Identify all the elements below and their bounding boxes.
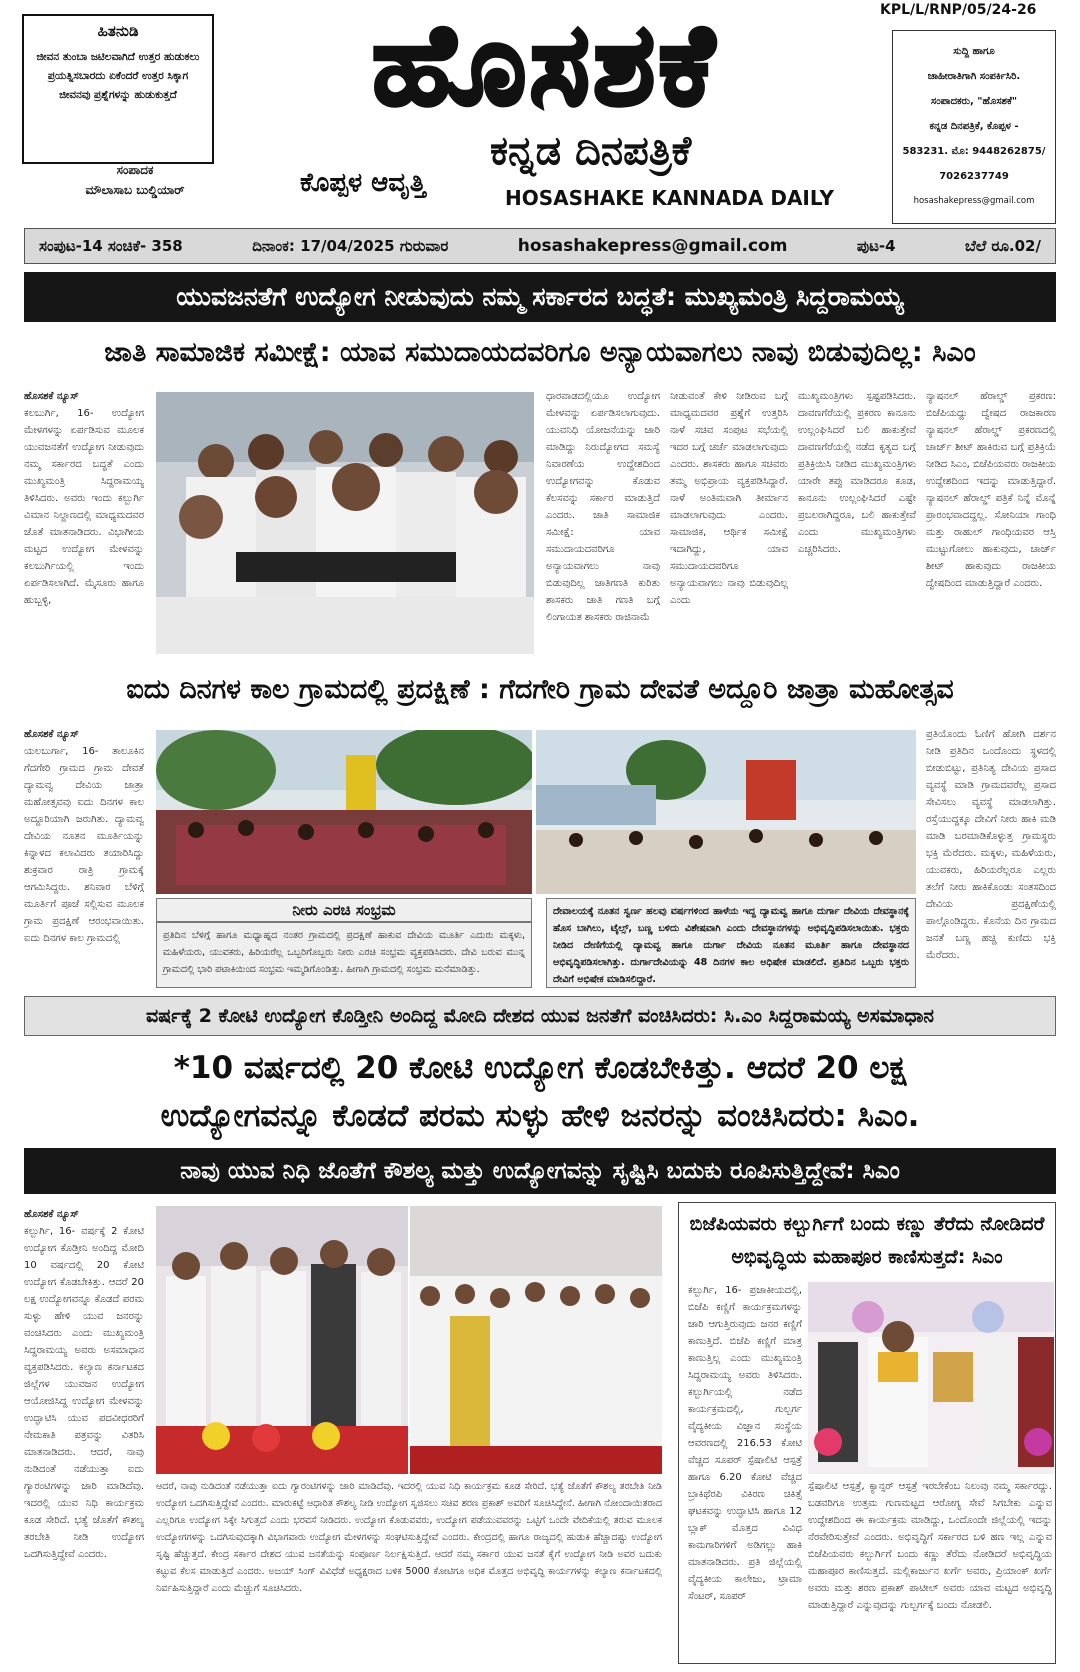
- contact-line: ಸಂಪಾದಕರು, "ಹೊಸಶಕೆ": [930, 96, 1018, 107]
- story1-col4: ಮುಖ್ಯಮಂತ್ರಿಗಳು ಸ್ಪಷ್ಟಪಡಿಸಿದರು. ದಾವಣಗೆರೆಯಲ್ಲಿ ಪ್ರಕರಣ ಕಾನೂನು ಉಲ್ಲಂಘಿಸಿದರೆ ಬಲಿ ಹಾಕುತ್ತೇವೆ ದಾವಣಗೆರೆಯಲ್ಲಿ ನಡೆದ ಕೃತ್ಯದ ಬಗ್ಗೆ ಪ್ರತಿಕ್ರಿಯಿಸಿ ನೀಡಿದ ಮುಖ್ಯಮಂತ್ರಿಗಳು ಯಾರೇ ತಪ್ಪು ಮಾಡಿದರೂ ಕೂಡ, ಕಾನೂನು ಉಲ್ಲಂಘಿಸಿದರೆ ಎಷ್ಟೇ ಪ್ರಬಲರಾಗಿದ್ದರೂ, ಬಲಿ ಹಾಕುತ್ತೇವೆ ಎಂದು ಮುಖ್ಯಮಂತ್ರಿಗಳು ಎಚ್ಚರಿಸಿದರು.: [798, 391, 916, 555]
- story3-photo-right: [410, 1206, 662, 1474]
- story1-col3: ನೀಡುವಂತೆ ಕೇಳಿ ನೀಡಿರುವ ಬಗ್ಗೆ ಮಾಧ್ಯಮದವರ ಪ್ರಶ್ನೆಗೆ ಉತ್ತರಿಸಿ ನಾಳೆ ಸಚಿವ ಸಂಪುಟ ಸಭೆಯಲ್ಲಿ ಇದರ ಬಗ್ಗೆ ಚರ್ಚೆ ಮಾಡಲಾಗುವುದು ಎಂದರು. ಶಾಸಕರು ಹಾಗೂ ಸಚಿವರು ತಮ್ಮ ಅಭಿಪ್ರಾಯ ವ್ಯಕ್ತಪಡಿಸಿದ್ದಾರೆ. ನಾಳೆ ಅಂತಿಮವಾಗಿ ತೀರ್ಮಾನ ಮಾಡಲಾಗುವುದು ಎಂದರು. ಸಾಮಾಜಿಕ, ಆರ್ಥಿಕ ಸಮೀಕ್ಷೆ ಇದಾಗಿದ್ದು, ಯಾವ ಸಮುದಾಯದವರಿಗೂ ಅನ್ಯಾಯವಾಗಲು ನಾವು ಬಿಡುವುದಿಲ್ಲ ಎಂದು: [670, 391, 788, 606]
- press-conference-image: [156, 392, 534, 654]
- audience-image: [410, 1206, 662, 1474]
- byline: ಹೊಸಶಕೆ ನ್ಯೂಸ್: [24, 1209, 79, 1220]
- byline: ಹೊಸಶಕೆ ನ್ಯೂಸ್: [24, 391, 79, 402]
- caption1-title: ನೀರು ಎರಚಿ ಸಂಭ್ರಮ: [156, 898, 532, 922]
- story4-col1: ಕಲ್ಬುರ್ಗಿ, 16- ಪ್ರಜಾಕೀಯದಲ್ಲಿ, ಬಿಜೆಪಿ ಕಣ್ಣಿಗೆ ಕಾರ್ಯಕ್ರಮಗಳನ್ನು ಜಾರಿ ಆಗುತ್ತಿರುವುದು ಜನರ ಕಣ್ಣಿಗೆ ಕಾಣುತ್ತಿದೆ. ಬಿಜೆಪಿ ಕಣ್ಣಿಗೆ ಮಾತ್ರ ಕಾಣುತ್ತಿಲ್ಲ ಎಂದು ಮುಖ್ಯಮಂತ್ರಿ ಸಿದ್ದರಾಮಯ್ಯ ಅವರು ತಿಳಿಸಿದರು. ಕಲ್ಬುರ್ಗಿಯಲ್ಲಿ ನಡೆದ ಕಾರ್ಯಕ್ರಮದಲ್ಲಿ, ಗುಲ್ಬರ್ಗ ವೈದ್ಯಕೀಯ ವಿಜ್ಞಾನ ಸಂಸ್ಥೆಯ ಆವರಣದಲ್ಲಿ 216.53 ಕೋಟಿ ವೆಚ್ಚದ ಸೂಪರ್ ಸ್ಪೆಷಾಲಿಟಿ ಆಸ್ಪತ್ರೆ ಹಾಗೂ 6.20 ಕೋಟಿ ವೆಚ್ಚದ ಬ್ರಾಕಿಥೆರಪಿ ವಿಕಿರಣ ಚಿಕಿತ್ಸೆ ಘಟಕವನ್ನು ಉದ್ಘಾಟಿಸಿ ಹಾಗೂ 12 ಬ್ಲಾಕ್ ಮೊತ್ತದ ವಿವಿಧ ಕಾಮಗಾರಿಗಳಿಗೆ ಅಡಿಗಲ್ಲು ಹಾಕಿ ಮಾತನಾಡಿದರು. ಪ್ರತಿ ಜಿಲ್ಲೆಯಲ್ಲಿ ವೈದ್ಯಕೀಯ ಕಾಲೇಜು, ಟ್ರಾಮಾ ಸೆಂಟರ್, ಸೂಪರ್: [688, 1285, 802, 1602]
- thought-text: ಜೀವನ ತುಂಬಾ ಜಟಿಲವಾಗಿದೆ ಉತ್ತರ ಹುಡುಕಲು ಪ್ರಯತ್ನಿಸಬಾರದು ಏಕೆಂದರೆ ಉತ್ತರ ಸಿಕ್ಕಾಗ ಜೀವನವು ಪ್ರಶ್ನೆಗಳನ್ನು ಹುಡುಕುತ್ತದೆ: [36, 51, 200, 101]
- story2-col1: ಹೊಸಶಕೆ ನ್ಯೂಸ್ ಯಲಬುರ್ಗಾ, 16- ತಾಲೂಕಿನ ಗೆದಗೇರಿ ಗ್ರಾಮದ ಗ್ರಾಮ ದೇವತೆ ದ್ಯಾಮವ್ವ ದೇವಿಯ ಜಾತ್ರಾ ಮಹೋತ್ಸವವು ಐದು ದಿನಗಳ ಕಾಲ ಅದ್ದೂರಿಯಾಗಿ ಜರುಗಿತು. ದ್ಯಾಮವ್ವ ದೇವಿಯ ನೂತನ ಮೂರ್ತಿಯನ್ನು ಕಿನ್ನಾಳದ ಕಲಾವಿದರು ತಯಾರಿಸಿದ್ದು ಶುಕ್ರವಾರ ರಾತ್ರಿ ಗ್ರಾಮಕ್ಕೆ ಆಗಮಿಸಿದ್ದರು. ಶನಿವಾರ ಬೆಳಿಗ್ಗೆ ಮೂರ್ತಿಗೆ ಪೂಜೆ ಸಲ್ಲಿಸುವ ಮೂಲಕ ಗ್ರಾಮ ಪ್ರದಕ್ಷಿಣೆ ಆರಂಭವಾಯಿತು. ಐದು ದಿನಗಳ ಕಾಲ ಗ್ರಾಮದಲ್ಲಿ: [24, 726, 144, 986]
- registration-number: KPL/L/RNP/05/24-26: [880, 2, 1037, 18]
- story3-bottom-text: ಆದರೆ, ನಾವು ನುಡಿದಂತೆ ನಡೆಯುತ್ತಾ ಐದು ಗ್ಯಾರಂಟಿಗಳನ್ನು ಜಾರಿ ಮಾಡಿದೆವು. ಇದರಲ್ಲಿ ಯುವ ನಿಧಿ ಕಾರ್ಯಕ್ರಮ ಕೂಡ ಸೇರಿದೆ. ಭತ್ಯೆ ಜೊತೆಗೆ ಕೌಶಲ್ಯ ತರಬೇತಿ ನೀಡಿ ಉದ್ಯೋಗ ಒದಗಿಸುತ್ತಿದ್ದೇವೆ ಎಂದರು. ಮಾರುಕಟ್ಟೆ ಆಧಾರಿತ ಕೌಶಲ್ಯ ನೀಡಿ ಉದ್ಯೋಗ ಸೃಜಿಸಲು ಸಚಿವ ಶರಣ ಪ್ರಕಾಶ್ ಅವರಿಗೆ ಸೂಚಿಸಿದ್ದೇನೆ. ಹೀಗಾಗಿ ನೋಂದಾಯಿತರಾದ ಎಲ್ಲರಿಗೂ ಉದ್ಯೋಗ ಸಿಕ್ಕೇ ಸಿಗುತ್ತದೆ ಎಂದು ಭರವಸೆ ನೀಡಿದರು. ಉದ್ಯೋಗ ಕೊಡುವವರು, ಉದ್ಯೋಗ ಪಡೆಯುವವರನ್ನು ಒಟ್ಟಿಗೆ ಒಂದೇ ವೇದಿಕೆಯಲ್ಲಿ ತರುವ ಮೂಲಕ ಉದ್ಯೋಗಗಳನ್ನು ಒದಗಿಸುವುದಕ್ಕಾಗಿ ವಿಭಾಗವಾರು ಉದ್ಯೋಗ ಮೇಳಗಳನ್ನು ಸಂಘಟಿಸುತ್ತಿದ್ದೇವೆ ಎಂದರು. ಕೇಂದ್ರದಲ್ಲಿ ಹಾಗೂ ರಾಜ್ಯದಲ್ಲಿ ಹುಡುಕಿ ಹೆಚ್ಚಾದಷ್ಟು ಉದ್ಯೋಗ ಸೃಷ್ಟಿ ಹೆಚ್ಚುತ್ತದೆ. ಕೇಂದ್ರ ಸರ್ಕಾರ ದೇಶದ ಯುವ ಜನತೆಯನ್ನು ಸಂಪೂರ್ಣ ನಿರ್ಲಕ್ಷಿಸುತ್ತಿದೆ. ಆದರೆ ನಮ್ಮ ಸರ್ಕಾರ ಯುವ ಜನತೆ ಕೈಗೆ ಉದ್ಯೋಗ ನೀಡಿ ಅವರ ಬದುಕು ಕಟ್ಟುವ ಕೆಲಸ ಮಾಡುತ್ತಿದೆ ಎಂದರು. ಅಜಯ್ ಸಿಂಗ್ ವಿವಿಧೆಡೆ ಅಧ್ಯಕ್ಷರಾದ ಬಳಿಕ 5000 ಕೋಟಿಗೂ ಅಧಿಕ ಮೊತ್ತದ ಅಭಿವೃದ್ಧಿ ಕಾರ್ಯಗಳನ್ನು ಕಲ್ಯಾಣ ಕರ್ನಾಟಕದಲ್ಲಿ ನಿರ್ವಹಿಸುತ್ತಿದ್ದಾರೆ ಎಂದು ಮೆಚ್ಚುಗೆ ಸೂಚಿಸಿದರು.: [156, 1481, 662, 1594]
- caption1-body: ಪ್ರತಿದಿನ ಬೆಳಿಗ್ಗೆ ಹಾಗೂ ಮಧ್ಯಾಹ್ನದ ನಂತರ ಗ್ರಾಮದಲ್ಲಿ ಪ್ರದಕ್ಷಿಣೆ ಹಾಕುವ ದೇವಿಯ ಮೂರ್ತಿ ಎದುರು ಮಕ್ಕಳು, ಮಹಿಳೆಯರು, ಯುವಕರು, ಹಿರಿಯರೆಲ್ಲ ಒಬ್ಬರಿಗೊಬ್ಬರು ನೀರು ಎರಚಿ ಸಂಭ್ರಮ ವ್ಯಕ್ತಪಡಿಸಿದರು. ದೇವಿ ಬರುವ ಮುನ್ನ ಗ್ರಾಮದಲ್ಲಿ ಭಾರಿ ಪಟಾಕಿಯಿಂದ ಸಂಭ್ರಮ ಇಮ್ಮಡಿಗೊಂಡಿತ್ತು. ಹೀಗಾಗಿ ಗ್ರಾಮದಲ್ಲಿ ಸಂಭ್ರಮ ಮನೆಮಾಡಿತ್ತು.: [156, 922, 532, 988]
- subtitle-english: HOSASHAKE KANNADA DAILY: [505, 186, 834, 210]
- story1-col2: ಧಾರವಾಡದಲ್ಲಿಯೂ ಉದ್ಯೋಗ ಮೇಳವನ್ನು ಏರ್ಪಡಿಸಲಾಗುವುದು. ಯುವನಿಧಿ ಯೋಜನೆಯನ್ನು ಜಾರಿ ಮಾಡಿದ್ದು ನಿರುದ್ಯೋಗದ ಸಮಸ್ಯೆ ನಿವಾರಣೆಯ ಉದ್ದೇಶದಿಂದ ಉದ್ಯೋಗವನ್ನು ಕೊಡುವ ಕೆಲಸವನ್ನು ಸರ್ಕಾರ ಮಾಡುತ್ತಿದೆ ಎಂದರು. ಜಾತಿ ಸಾಮಾಜಿಕ ಸಮೀಕ್ಷೆ: ಯಾವ ಸಮುದಾಯದವರಿಗೂ ಅನ್ಯಾಯವಾಗಲು ನಾವು ಬಿಡುವುದಿಲ್ಲ ಜಾತಿಗಣತಿ ಕುರಿತು ಶಾಸಕರು ಜಾತಿ ಗಣತಿ ಬಗ್ಗೆ ಲಿಂಗಾಯತ ಶಾಸಕರು ರಾಜಿನಾಮೆ: [546, 391, 660, 623]
- story1-col5: ನ್ಯಾಷನಲ್ ಹೆರಾಲ್ಡ್ ಪ್ರಕರಣ: ಬಿಜೆಪಿಯದ್ದು ದ್ವೇಷದ ರಾಜಕಾರಣ ನ್ಯಾಷನಲ್ ಹೆರಾಲ್ಡ್ ಪ್ರಕರಣದಲ್ಲಿ ಚಾರ್ಜ್ ಶೀಟ್ ಹಾಕಿರುವ ಬಗ್ಗೆ ಪ್ರತಿಕ್ರಿಯೆ ನೀಡಿದ ಸಿಎಂ, ಬಿಜೆಪಿಯವರು ರಾಜಕೀಯ ಉದ್ದೇಶದಿಂದ ಇದನ್ನು ಮಾಡುತ್ತಿದ್ದಾರೆ. ನ್ಯಾಷನಲ್ ಹೆರಾಲ್ಡ್ ಪತ್ರಿಕೆ ನಿನ್ನೆ ಮೊನ್ನೆ ಪ್ರಾರಂಭವಾದದ್ದಲ್ಲ. ಸೋನಿಯಾ ಗಾಂಧಿ ಮತ್ತು ರಾಹುಲ್ ಗಾಂಧಿಯವರ ಆಸ್ತಿ ಮುಟ್ಟುಗೋಲು ಹಾಕುವುದು, ಚಾರ್ಜ್ ಶೀಟ್ ಹಾಕುವುದು ರಾಜಕೀಯ ದ್ವೇಷದಿಂದ ಮಾಡುತ್ತಿದ್ದಾರೆ ಎಂದರು.: [926, 391, 1056, 589]
- thought-title: ಹಿತನುಡಿ: [97, 22, 139, 40]
- story2-headline: ಐದು ದಿನಗಳ ಕಾಲ ಗ್ರಾಮದಲ್ಲಿ ಪ್ರದಕ್ಷಿಣೆ : ಗೆದಗೇರಿ ಗ್ರಾಮ ದೇವತೆ ಅದ್ದೂರಿ ಜಾತ್ರಾ ಮಹೋತ್ಸವ: [126, 674, 954, 705]
- story1-col1: ಹೊಸಶಕೆ ನ್ಯೂಸ್ ಕಲಬುರ್ಗಿ, 16- ಉದ್ಯೋಗ ಮೇಳಗಳನ್ನು ಏರ್ಪಡಿಸುವ ಮೂಲಕ ಯುವಜನತೆಗೆ ಉದ್ಯೋಗ ನೀಡುವುದು ನಮ್ಮ ಸರ್ಕಾರದ ಬದ್ಧತೆ ಎಂದು ಮುಖ್ಯಮಂತ್ರಿ ಸಿದ್ದರಾಮಯ್ಯ ತಿಳಿಸಿದರು. ಅವರು ಇಂದು ಕಲ್ಬುರ್ಗಿ ವಿಮಾನ ನಿಲ್ದಾಣದಲ್ಲಿ ಮಾಧ್ಯಮದವರ ಜೊತೆ ಮಾತನಾಡಿದರು. ವಿಭಾಗೀಯ ಮಟ್ಟದ ಉದ್ಯೋಗ ಮೇಳವನ್ನು ಕಲಬುರ್ಗಿಯಲ್ಲಿ ಇಂದು ಏರ್ಪಡಿಸಲಾಗಿದೆ. ಮೈಸೂರು ಹಾಗೂ ಹುಬ್ಬಳ್ಳಿ,: [24, 388, 144, 654]
- story2-photo-left: [156, 730, 532, 894]
- editor-label: ಸಂಪಾದಕ: [116, 163, 154, 177]
- edition-name: ಕೊಪ್ಪಳ ಆವೃತ್ತಿ: [300, 168, 426, 198]
- story2-col-right: ಪ್ರತಿಯೊಂದು ಓಣಿಗೆ ಹೋಗಿ ದರ್ಶನ ನೀಡಿ ಪ್ರತಿದಿನ ಒಂದೊಂದು ಸ್ಥಳದಲ್ಲಿ ಬೀಡುಬಿಟ್ಟು, ಪ್ರತಿನಿತ್ಯ ದೇವಿಯ ಪ್ರಸಾದ ವ್ಯವಸ್ಥೆ ಮಾಡಿ ಗ್ರಾಮದವರೆಲ್ಲ ಪ್ರಸಾದ ಸೇವಿಸಲು ವ್ಯವಸ್ಥೆ ಮಾಡಲಾಗಿತ್ತು. ರಸ್ತೆಯುದ್ದಕ್ಕೂ ದೇವಿಗೆ ನೀರು ಹಾಕಿ ಮಡಿ ಮಾಡಿ ಬರಮಾಡಿಕೊಳ್ಳುತ್ತ ಗ್ರಾಮಸ್ಥರು ಭಕ್ತಿ ಮೆರೆದರು. ಮಕ್ಕಳು, ಮಹಿಳೆಯರು, ಯುವಕರು, ಹಿರಿಯರೆಲ್ಲರೂ ಎಲ್ಲರು ತಲೆಗೆ ನೀರು ಹಾಕಿಕೊಂಡು ಸಂತಸದಿಂದ ದೇವಿಯ ಪ್ರದಕ್ಷಿಣೆಯಲ್ಲಿ ಪಾಲ್ಗೊಂಡಿದ್ದರು. ಕೊನೆಯ ದಿನ ಗ್ರಾಮದ ಜನತೆ ಬಣ್ಣ ಹಚ್ಚಿ ಕುಣಿದು ಭಕ್ತಿ ಮೆರೆದರು.: [926, 729, 1056, 961]
- village-crowd-image: [156, 730, 532, 894]
- contact-line: ಸುದ್ದಿ ಹಾಗೂ: [953, 46, 995, 57]
- felicitation-image: [808, 1282, 1054, 1474]
- thought-box: [22, 14, 214, 164]
- story3-photo-left: [156, 1206, 408, 1474]
- price: ಬೆಲೆ ರೂ.02/: [965, 237, 1041, 255]
- caption2-body: ದೇವಾಲಯಕ್ಕೆ ನೂತನ ಸ್ವರ್ಣ ಹಲವು ವರ್ಷಗಳಿಂದ ಹಾಳೆಯ ಇದ್ದ ದ್ಯಾಮವ್ವ ಹಾಗೂ ದುರ್ಗಾ ದೇವಿಯ ದೇವಸ್ಥಾನಕ್ಕೆ ಹೊಸ ಬಾಗಿಲು, ಟೈಲ್ಸ್, ಬಣ್ಣ ಬಳಿದು ವಿಶೇಷವಾಗಿ ಎಂದು ದೇವಸ್ಥಾನಗಳನ್ನು ಅಭಿವೃದ್ಧಿಪಡಿಸಲಾಯಿತು. ಭಕ್ತರು ನೀಡಿದ ದೇಣಿಗೆಯಲ್ಲಿ ದ್ಯಾಮವ್ವ ಹಾಗೂ ದುರ್ಗಾ ದೇವಿಯ ನೂತನ ಮೂರ್ತಿ ಹಾಗೂ ದೇವಸ್ಥಾನದ ಅಭಿವೃದ್ಧಿಪಡಿಸಲಾಗಿತ್ತು. ದುರ್ಗಾದೇವಿಯನ್ನು 48 ದಿನಗಳ ಕಾಲ ಅಧಿಷೇಕ ಮಾಡಲಿದೆ. ಪ್ರತಿದಿನ ಒಬ್ಬರು ಭಕ್ತರು ದೇವಿಗೆ ಅಭಿಷೇಕ ಮಾಡಿಸಲಿದ್ದಾರೆ.: [546, 898, 916, 988]
- story3-headline-line1: *10 ವರ್ಷದಲ್ಲಿ 20 ಕೋಟಿ ಉದ್ಯೋಗ ಕೊಡಬೇಕಿತ್ತು. ಆದರೆ 20 ಲಕ್ಷ: [173, 1049, 907, 1086]
- contact-line: ಜಾಹೀರಾತಿಗಾಗಿ ಸಂಪರ್ಕಿಸಿರಿ.: [927, 71, 1021, 82]
- story1-subheadline: ಜಾತಿ ಸಾಮಾಜಿಕ ಸಮೀಕ್ಷೆ: ಯಾವ ಸಮುದಾಯದವರಿಗೂ ಅನ್ಯಾಯವಾಗಲು ನಾವು ಬಿಡುವುದಿಲ್ಲ: ಸಿಎಂ: [104, 337, 976, 368]
- story1-photo: [156, 392, 534, 654]
- info-email[interactable]: hosashakepress@gmail.com: [517, 236, 788, 256]
- issue-date: ದಿನಾಂಕ: 17/04/2025 ಗುರುವಾರ: [252, 237, 449, 255]
- contact-line: 583231. ಮೊ: 9448262875/: [902, 146, 1046, 157]
- story1-headline: ಯುವಜನತೆಗೆ ಉದ್ಯೋಗ ನೀಡುವುದು ನಮ್ಮ ಸರ್ಕಾರದ ಬದ್ಧತೆ: ಮುಖ್ಯಮಂತ್ರಿ ಸಿದ್ದರಾಮಯ್ಯ: [24, 272, 1056, 322]
- story3-subheadline: ನಾವು ಯುವ ನಿಧಿ ಜೊತೆಗೆ ಕೌಶಲ್ಯ ಮತ್ತು ಉದ್ಯೋಗವನ್ನು ಸೃಷ್ಟಿಸಿ ಬದುಕು ರೂಪಿಸುತ್ತಿದ್ದೇವೆ: ಸಿಎಂ: [24, 1148, 1056, 1194]
- story2-photo-right: [536, 730, 916, 894]
- byline: ಹೊಸಶಕೆ ನ್ಯೂಸ್: [24, 729, 79, 740]
- contact-line: ಕನ್ನಡ ದಿನಪತ್ರಿಕೆ, ಕೊಪ್ಪಳ -: [929, 121, 1019, 132]
- contact-email[interactable]: hosashakepress@gmail.com: [913, 196, 1035, 206]
- editor-name: ಮೌಲಾಸಾಬ ಬುಲ್ಡಿಯಾರ್: [85, 183, 185, 197]
- story4-col2: ಸ್ಪೆಷಾಲಿಟಿ ಆಸ್ಪತ್ರೆ, ಕ್ಯಾನ್ಸರ್ ಆಸ್ಪತ್ರೆ ಇರಬೇಕೆಂಬ ನಿಲುವು ನಮ್ಮ ಸರ್ಕಾರದ್ದು. ಬಡವರಿಗೂ ಉತ್ತಮ ಗುಣಮಟ್ಟದ ಆರೋಗ್ಯ ಸೇವೆ ಸಿಗಬೇಕು ಎನ್ನುವ ಉದ್ದೇಶದಿಂದ ಈ ಕಾರ್ಯಕ್ರಮ ಮಾಡಿದ್ದು, ಒಂದೊಂದೇ ಜಿಲ್ಲೆಯಲ್ಲಿ ಇದನ್ನು ನೆರವೇರಿಸುತ್ತೇವೆ ಎಂದರು. ಅಭಿವೃದ್ಧಿಗೆ ಸರ್ಕಾರದ ಬಳಿ ಹಣ ಇಲ್ಲ ಎನ್ನುವ ಬಿಜೆಪಿಯವರು ಕಲ್ಬುರ್ಗಿಗೆ ಬಂದು ಕಣ್ಣು ತೆರೆದು ನೋಡಿದರೆ ಅಭಿವೃದ್ಧಿಯ ಮಹಾಪೂರ ಕಾಣಿಸುತ್ತದೆ. ಮಲ್ಲಿಕಾರ್ಜುನ ಖರ್ಗೆ ಅವರು, ಪ್ರಿಯಾಂಕ್ ಖರ್ಗೆ ಅವರು ಮತ್ತು ಶರಣ ಪ್ರಕಾಶ್ ಪಾಟೀಲ್ ಅವರು ಯಾವ ಮಟ್ಟದ ಅಭಿವೃದ್ಧಿ ಮಾಡುತ್ತಿದ್ದಾರೆ ಎನ್ನುವುದನ್ನು ಗುಲ್ಬರ್ಗಕ್ಕೆ ಬಂದು ನೋಡಲಿ.: [808, 1481, 1052, 1611]
- festival-procession-image: [536, 730, 916, 894]
- editor-block: [40, 160, 230, 200]
- newspaper-logo: ಹೊಸಶಕೆ: [372, 0, 718, 130]
- stage-leaders-image: [156, 1206, 408, 1474]
- contact-line: 7026237749: [939, 171, 1009, 182]
- story3-col1: ಹೊಸಶಕೆ ನ್ಯೂಸ್ ಕಲ್ಬುರ್ಗಿ, 16- ವರ್ಷಕ್ಕೆ 2 ಕೋಟಿ ಉದ್ಯೋಗ ಕೊಡ್ತೀನಿ ಅಂದಿದ್ದ ಮೋದಿ 10 ವರ್ಷದಲ್ಲಿ 20 ಕೋಟಿ ಉದ್ಯೋಗ ಕೊಡಬೇಕಿತ್ತು. ಆದರೆ 20 ಲಕ್ಷ ಉದ್ಯೋಗವನ್ನೂ ಕೊಡದೆ ಪರಮ ಸುಳ್ಳು ಹೇಳಿ ಯುವ ಜನರನ್ನು ವಂಚಿಸಿದರು ಎಂದು ಮುಖ್ಯಮಂತ್ರಿ ಸಿದ್ದರಾಮಯ್ಯ ಅವರು ಅಸಮಾಧಾನ ವ್ಯಕ್ತಪಡಿಸಿದರು. ಕಲ್ಯಾಣ ಕರ್ನಾಟಕದ ಜಿಲ್ಲೆಗಳ ಯುವಜನ ಉದ್ಯೋಗ ಆಯೋಜಿಸಿದ್ದ ಉದ್ಯೋಗ ಮೇಳವನ್ನು ಉದ್ಘಾಟಿಸಿ ಯುವ ಪದವೀಧರರಿಗೆ ನೇಮಕಾತಿ ಪತ್ರವನ್ನು ವಿತರಿಸಿ ಮಾತನಾಡಿದರು. ಆದರೆ, ನಾವು ನುಡಿದಂತೆ ನಡೆಯುತ್ತಾ ಐದು ಗ್ಯಾರಂಟಿಗಳನ್ನು ಜಾರಿ ಮಾಡಿದೆವು. ಇದರಲ್ಲಿ ಯುವ ನಿಧಿ ಕಾರ್ಯಕ್ರಮ ಕೂಡ ಸೇರಿದೆ. ಭತ್ಯೆ ಜೊತೆಗೆ ಕೌಶಲ್ಯ ತರಬೇತಿ ನೀಡಿ ಉದ್ಯೋಗ ಒದಗಿಸುತ್ತಿದ್ದೇವೆ ಎಂದರು.: [24, 1206, 144, 1660]
- page-count: ಪುಟ-4: [856, 237, 896, 255]
- subtitle-kannada: ಕನ್ನಡ ದಿನಪತ್ರಿಕೆ: [490, 128, 692, 174]
- story4-headline: ಬಿಜೆಪಿಯವರು ಕಲ್ಬುರ್ಗಿಗೆ ಬಂದು ಕಣ್ಣು ತೆರೆದು ನೋಡಿದರೆ ಅಭಿವೃದ್ಧಿಯ ಮಹಾಪೂರ ಕಾಣಿಸುತ್ತದೆ: ಸಿಎಂ: [689, 1213, 1045, 1268]
- story3-headline-line2: ಉದ್ಯೋಗವನ್ನೂ ಕೊಡದೆ ಪರಮ ಸುಳ್ಳು ಹೇಳಿ ಜನರನ್ನು ವಂಚಿಸಿದರು: ಸಿಎಂ.: [160, 1097, 920, 1134]
- volume-issue: ಸಂಪುಟ-14 ಸಂಚಿಕೆ- 358: [39, 237, 183, 255]
- story4-photo: [808, 1282, 1054, 1474]
- issue-info-bar: [24, 228, 1056, 264]
- story3-kicker: ವರ್ಷಕ್ಕೆ 2 ಕೋಟಿ ಉದ್ಯೋಗ ಕೊಡ್ತೀನಿ ಅಂದಿದ್ದ ಮೋದಿ ದೇಶದ ಯುವ ಜನತೆಗೆ ವಂಚಿಸಿದರು: ಸಿ.ಎಂ ಸಿದ್ದರಾಮಯ್ಯ ಅಸಮಾಧಾನ: [24, 996, 1056, 1036]
- contact-box: [892, 30, 1056, 224]
